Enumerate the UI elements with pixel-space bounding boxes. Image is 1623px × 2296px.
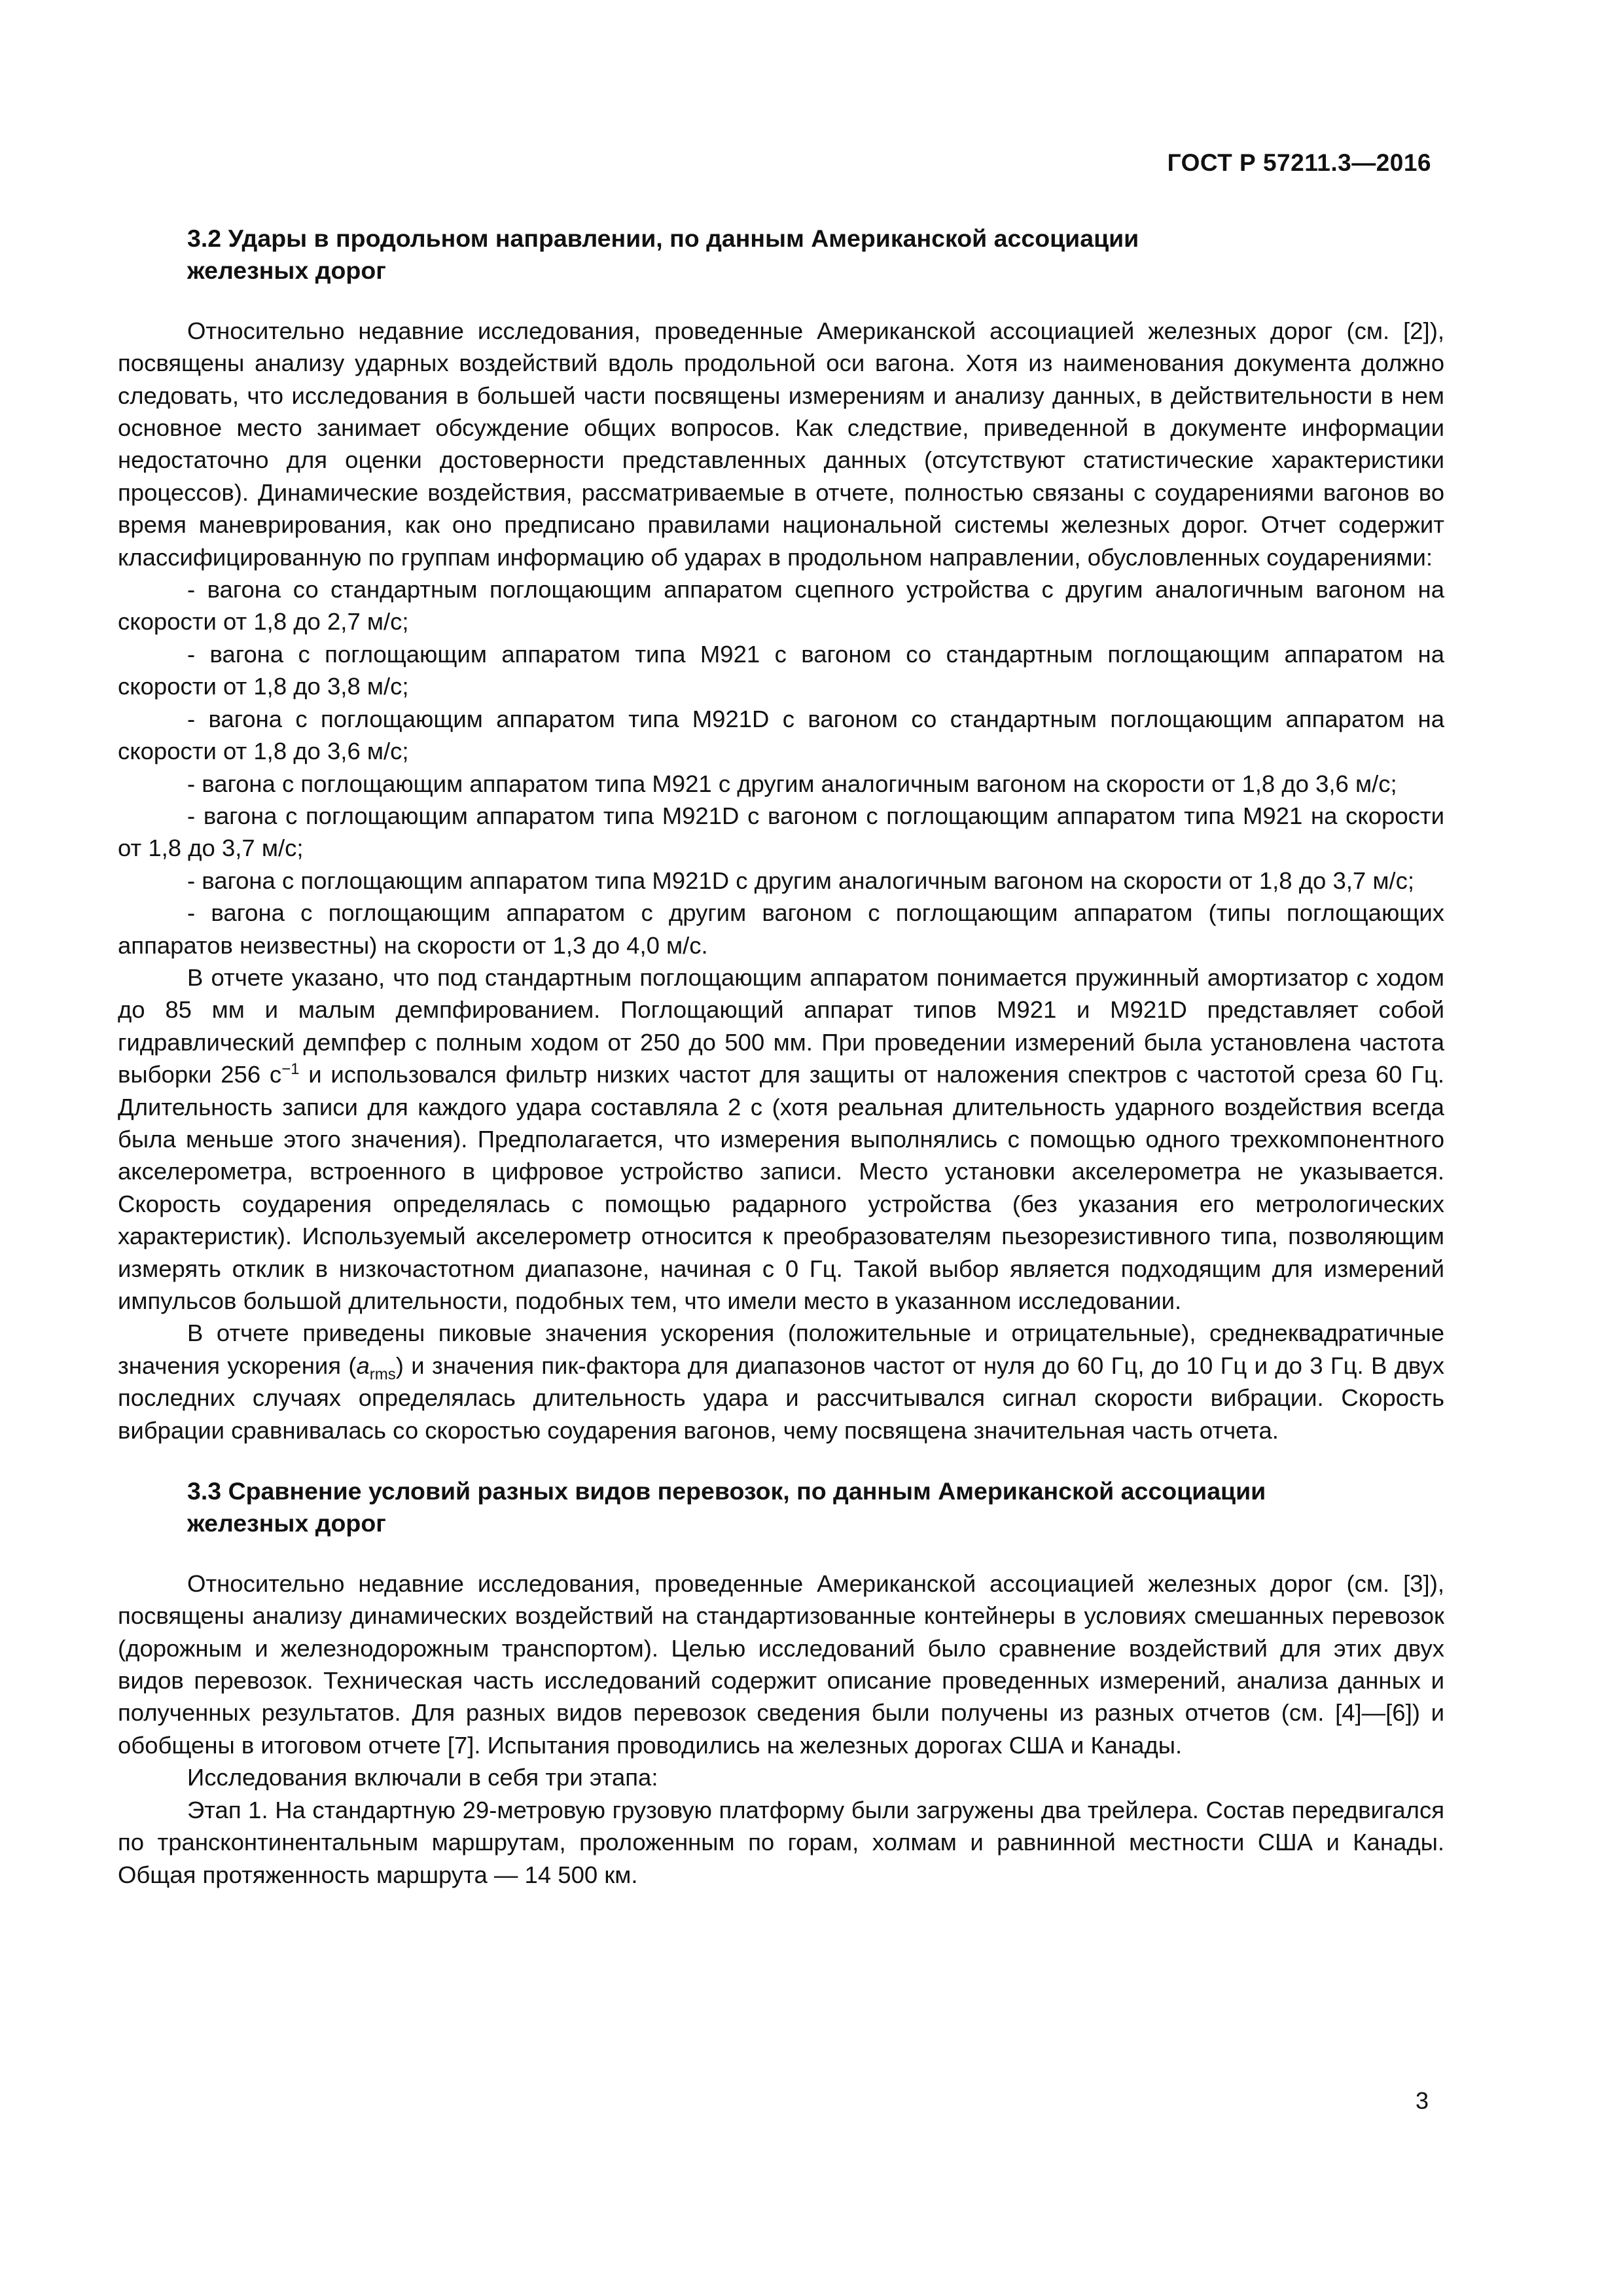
list-item: - вагона с поглощающим аппаратом типа M921D с вагоном со стандартным поглощающим аппаратом на скорости от 1,8 до 3,6 м/с;: [118, 705, 1444, 765]
paragraph: Относительно недавние исследования, проведенные Американской ассоциацией железных дорог (см. [3]), посвящены анализу динамических воздействий на стандартизованные контейнеры в условиях смешанных перевозок (дорожным и железнодорожным транспортом). Целью исследований было сравнение воздействий для этих двух видов перевозок. Техническая часть исследований содержит описание проведенных измерений, анализа данных и полученных результатов. Для разных видов перевозок сведения были получены из разных отчетов (см. [4]—[6]) и обобщены в итоговом отчете [7]. Испытания проводились на железных дорогах США и Канады.: [118, 1570, 1444, 1759]
paragraph: Этап 1. На стандартную 29-метровую грузовую платформу были загружены два трейлера. Состав передвигался по трансконтинентальным маршрутам, проложенным по горам, холмам и равнинной местности США и Канады. Общая протяженность маршрута — 14 500 км.: [118, 1796, 1444, 1888]
section-title: [118, 223, 1444, 287]
rms-subscript: rms: [369, 1365, 396, 1384]
list-item: - вагона с поглощающим аппаратом с другим вагоном с поглощающим аппаратом (типы поглощающих аппаратов неизвестны) на скорости от 1,3 до 4,0 м/с.: [118, 899, 1444, 959]
section-title-line1: Удары в продольном направлении, по данным Американской ассоциации: [228, 224, 1139, 252]
rms-symbol: a: [356, 1352, 370, 1379]
section-title-line1: Сравнение условий разных видов перевозок, по данным Американской ассоциации: [228, 1477, 1266, 1505]
page-content: [118, 223, 1444, 1920]
section-title-line2: железных дорог: [187, 1509, 386, 1537]
list-item: - вагона с поглощающим аппаратом типа M921 с другим аналогичным вагоном на скорости от 1,8 до 3,6 м/с;: [187, 770, 1397, 797]
exponent: −1: [281, 1060, 300, 1078]
page-number: 3: [1415, 2087, 1429, 2114]
paragraph-sampling: В отчете указано, что под стандартным поглощающим аппаратом понимается пружинный амортизатор с ходом до 85 мм и малым демпфированием. Поглощающий аппарат типов M921 и M921D представляет собой гидравлический демпфер с полным ходом от 250 до 500 мм. При проведении измерений была установлена частота выборки 256 $с^{-1}$ и использовался фильтр низких частот для защиты от наложения спектров с частотой среза 60 Гц. Длительность записи для каждого удара составляла 2 с (хотя реальная длительность ударного воздействия всегда была меньше этого значения). Предполагается, что измерения выполнялись с помощью одного трехкомпонентного акселерометра, встроенного в цифровое устройство записи. Место установки акселерометра не указывается. Скорость соударения определялась с помощью радарного устройства (без указания его метрологических характеристик). Используемый акселерометр относится к преобразователям пьезорезистивного типа, позволяющим измерять отклик в низкочастотном диапазоне, начиная с 0 Гц. Такой выбор является подходящим для измерений импульсов большой длительности, подобных тем, что имели место в указанном исследовании.: [118, 963, 1444, 1314]
paragraph: Относительно недавние исследования, проведенные Американской ассоциацией железных дорог (см. [2]), посвящены анализу ударных воздействий вдоль продольной оси вагона. Хотя из наименования документа должно следовать, что исследования в большей части посвящены измерениям и анализу данных, в действительности в нем основное место занимает обсуждение общих вопросов. Как следствие, приведенной в документе информации недостаточно для оценки достоверности представленных данных (отсутствуют статистические характеристики процессов). Динамические воздействия, рассматриваемые в отчете, полностью связаны с соударениями вагонов во время маневрирования, как оно предписано правилами национальной системы железных дорог. Отчет содержит классифицированную по группам информацию об ударах в продольном направлении, обусловленных соударениями:: [118, 317, 1444, 571]
section-number: 3.2: [187, 224, 222, 252]
list-item: - вагона с поглощающим аппаратом типа M921 с вагоном со стандартным поглощающим аппаратом на скорости от 1,8 до 3,8 м/с;: [118, 640, 1444, 700]
section-title: [118, 1475, 1444, 1540]
list-item: - вагона с поглощающим аппаратом типа M921D с вагоном с поглощающим аппаратом типа M921 на скорости от 1,8 до 3,7 м/с;: [118, 802, 1444, 862]
standard-code: ГОСТ Р 57211.3—2016: [1167, 149, 1431, 176]
section-3-3: [118, 1475, 1444, 1891]
list-item: - вагона с поглощающим аппаратом типа M921D с другим аналогичным вагоном на скорости от 1,8 до 3,7 м/с;: [187, 867, 1414, 894]
section-3-2: [118, 223, 1444, 1446]
paragraph: Исследования включали в себя три этапа:: [187, 1764, 658, 1791]
list-item: - вагона со стандартным поглощающим аппаратом сцепного устройства с другим аналогичным вагоном на скорости от 1,8 до 2,7 м/с;: [118, 576, 1444, 636]
paragraph-rms: В отчете приведены пиковые значения ускорения (положительные и отрицательные), среднеквадратичные значения ускорения $(a_{rms})$ и значения пик-фактора для диапазонов частот от нуля до 60 Гц, до 10 Гц и до 3 Гц. В двух последних случаях определялась длительность удара и рассчитывался сигнал скорости вибрации. Скорость вибрации сравнивалась со скоростью соударения вагонов, чему посвящена значительная часть отчета.: [118, 1319, 1444, 1444]
section-title-line2: железных дорог: [187, 257, 386, 285]
section-number: 3.3: [187, 1477, 222, 1505]
